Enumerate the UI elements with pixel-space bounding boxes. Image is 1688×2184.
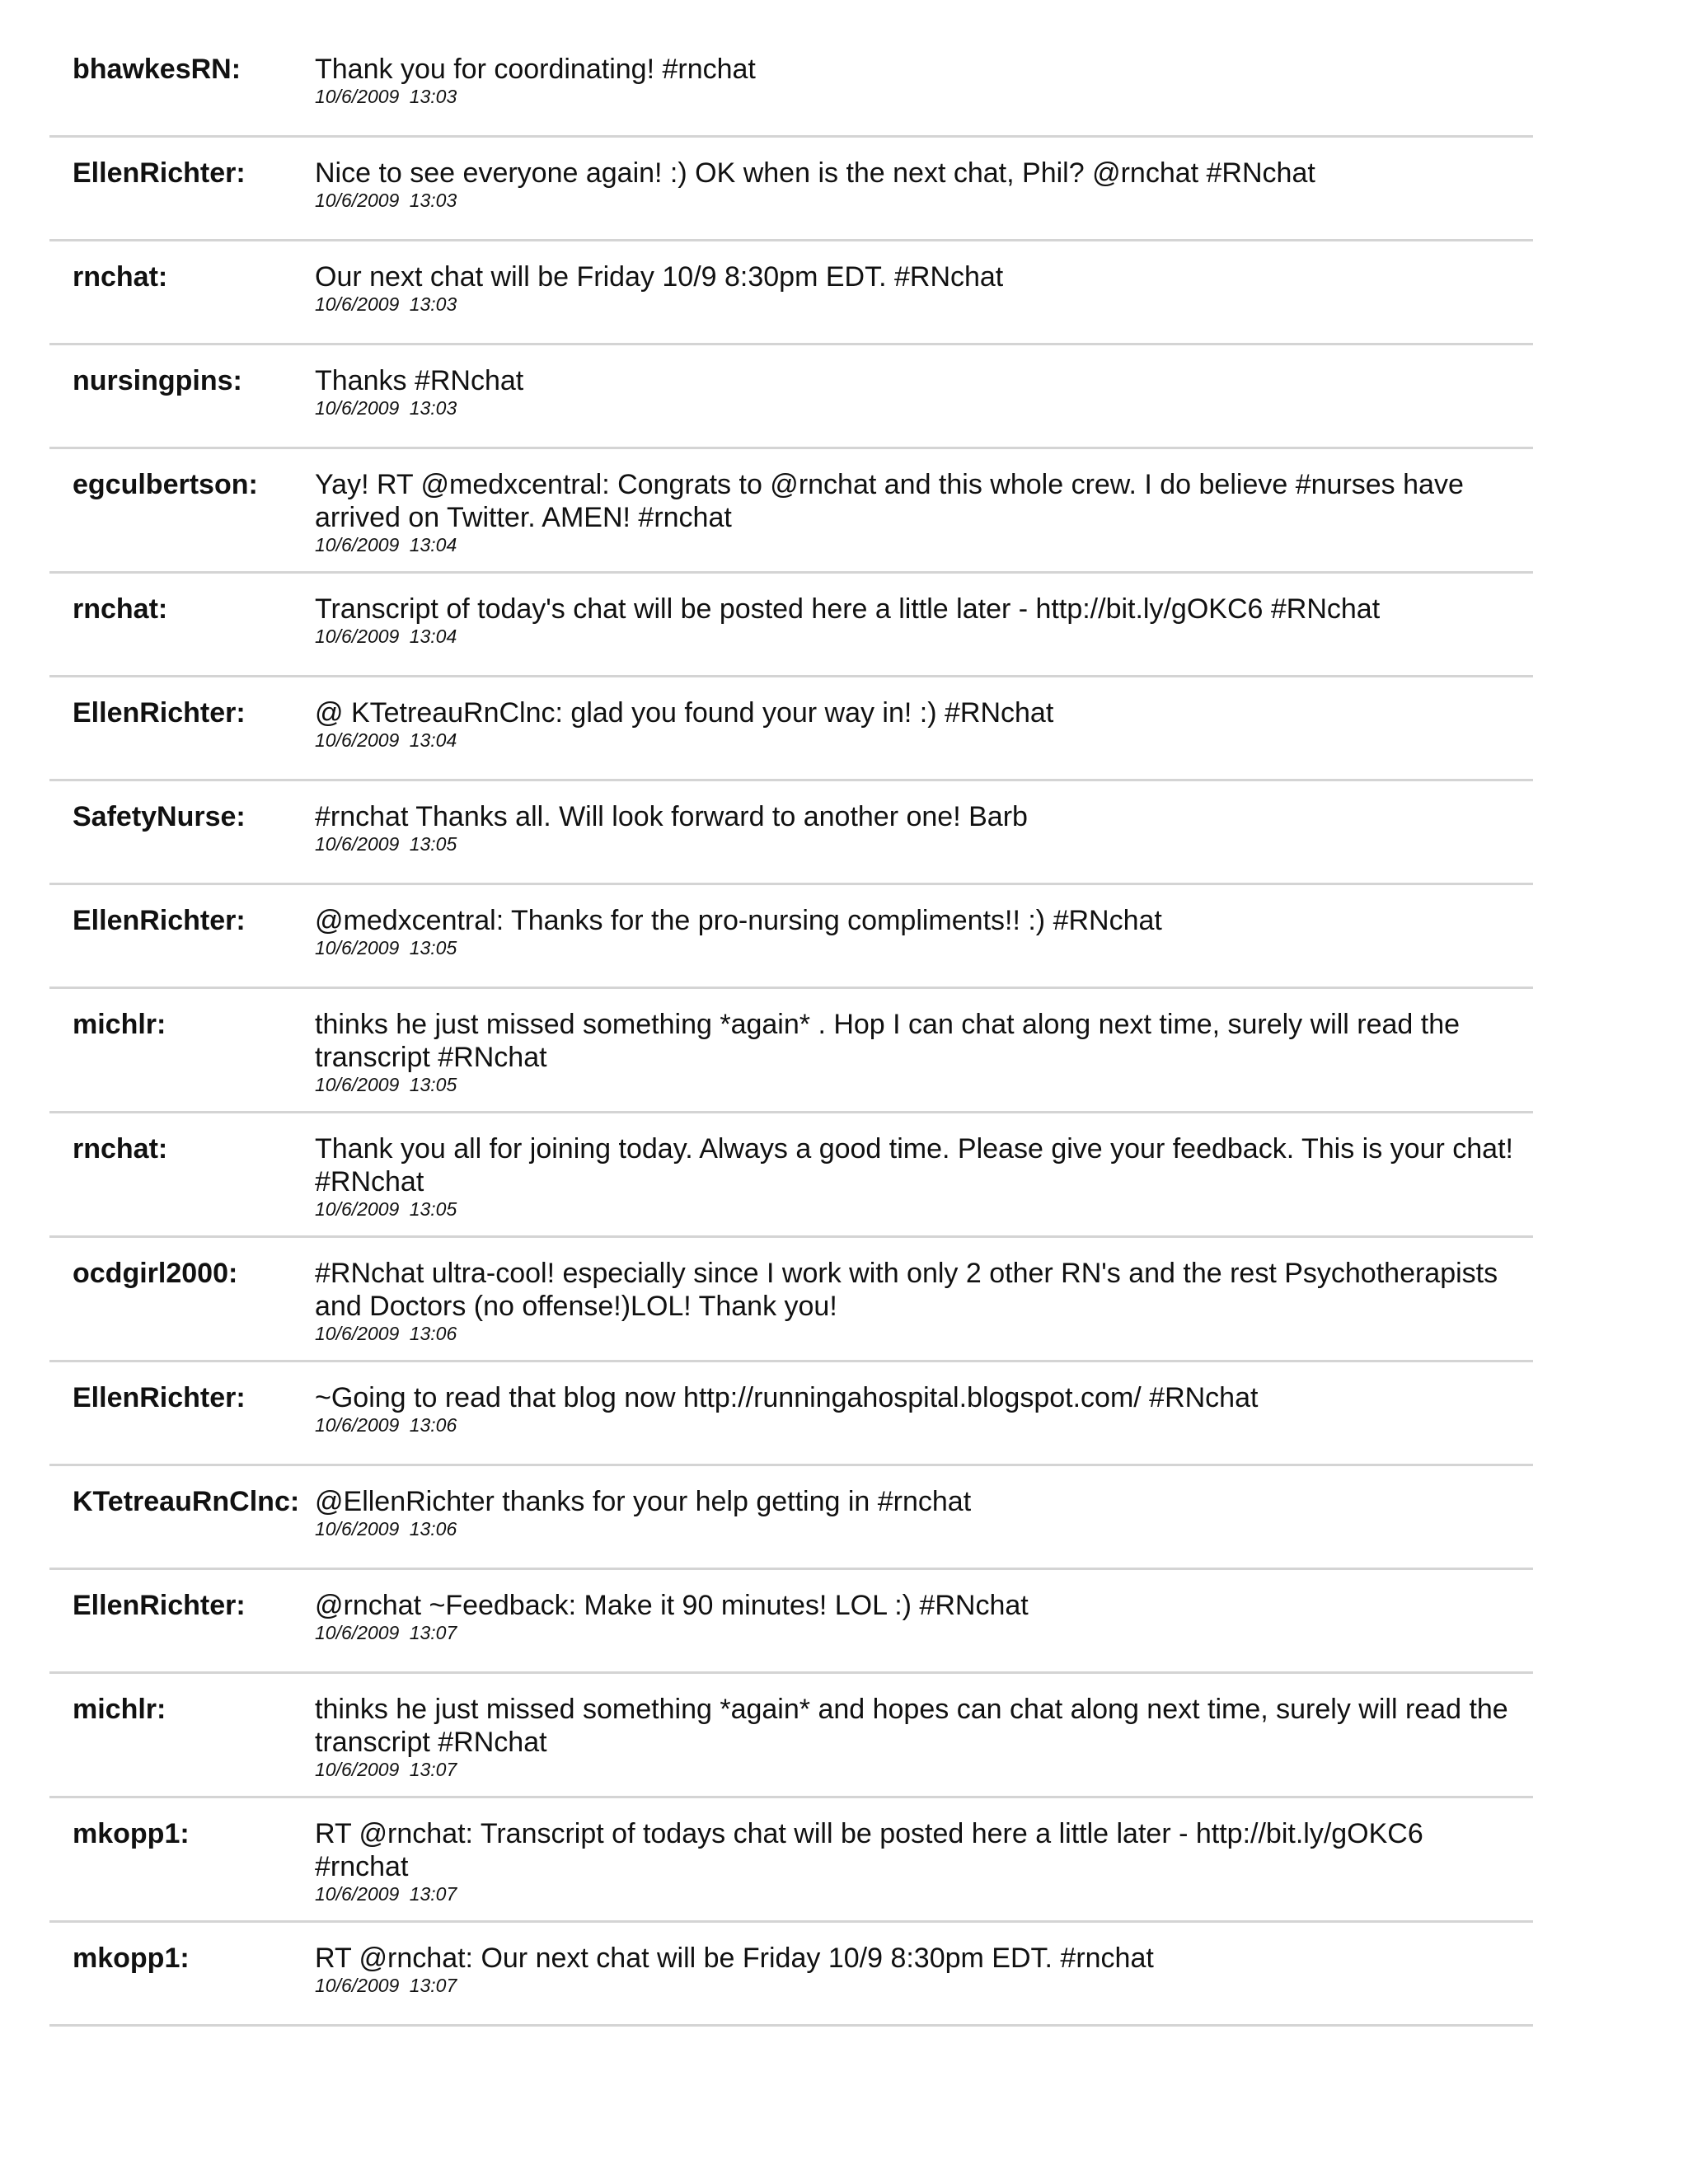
message-author: michlr:: [73, 1009, 166, 1040]
message-body: [315, 1008, 1533, 1095]
message-author: rnchat:: [73, 593, 168, 625]
message-body: [315, 696, 1533, 751]
message-row: [49, 781, 1533, 885]
message-row: [49, 677, 1533, 781]
message-row: [49, 1466, 1533, 1570]
message-body: [315, 904, 1533, 958]
message-author: EllenRichter:: [73, 697, 246, 729]
message-text: #RNchat ultra-cool! especially since I work with only 2 other RN's and the rest Psychotherapists and Doctors (no offense!)LOL! Thank you!: [315, 1258, 1498, 1322]
message-author: bhawkesRN:: [73, 54, 241, 85]
message-timestamp: 10/6/2009 13:04: [315, 729, 457, 751]
message-author: rnchat:: [73, 261, 168, 293]
message-body: [315, 1817, 1533, 1905]
message-row: [49, 33, 1533, 138]
message-author: SafetyNurse:: [73, 801, 246, 832]
message-row: [49, 1798, 1533, 1923]
message-body: [315, 1381, 1533, 1436]
message-timestamp: 10/6/2009 13:03: [315, 293, 457, 315]
message-author: EllenRichter:: [73, 1382, 246, 1413]
message-timestamp: 10/6/2009 13:03: [315, 86, 457, 107]
message-text: ~Going to read that blog now http://runningahospital.blogspot.com/ #RNchat: [315, 1382, 1259, 1413]
message-timestamp: 10/6/2009 13:05: [315, 1074, 457, 1095]
message-body: [315, 468, 1533, 555]
message-row: [49, 1362, 1533, 1466]
message-body: [315, 593, 1533, 647]
message-text: Yay! RT @medxcentral: Congrats to @rnchat and this whole crew. I do believe #nurses have arrived on Twitter. AMEN! #rnchat: [315, 469, 1464, 533]
message-body: [315, 1257, 1533, 1344]
message-text: @medxcentral: Thanks for the pro-nursing compliments!! :) #RNchat: [315, 905, 1162, 936]
message-author: KTetreauRnClnc:: [73, 1486, 300, 1517]
message-text: Nice to see everyone again! :) OK when is the next chat, Phil? @rnchat #RNchat: [315, 157, 1315, 189]
message-text: Thanks #RNchat: [315, 365, 524, 396]
message-text: Our next chat will be Friday 10/9 8:30pm EDT. #RNchat: [315, 261, 1004, 293]
message-text: #rnchat Thanks all. Will look forward to another one! Barb: [315, 801, 1028, 832]
message-row: [49, 1238, 1533, 1362]
message-body: [315, 1589, 1533, 1643]
message-row: [49, 1674, 1533, 1798]
message-author: michlr:: [73, 1694, 166, 1725]
message-body: [315, 800, 1533, 855]
message-timestamp: 10/6/2009 13:05: [315, 833, 457, 855]
message-timestamp: 10/6/2009 13:07: [315, 1975, 457, 1996]
message-row: [49, 138, 1533, 241]
message-text: RT @rnchat: Our next chat will be Friday 10/9 8:30pm EDT. #rnchat: [315, 1943, 1154, 1974]
message-row: [49, 885, 1533, 989]
message-text: @rnchat ~Feedback: Make it 90 minutes! LOL :) #RNchat: [315, 1590, 1029, 1621]
message-timestamp: 10/6/2009 13:05: [315, 1198, 457, 1220]
message-text: @EllenRichter thanks for your help getting in #rnchat: [315, 1486, 972, 1517]
message-row: [49, 1570, 1533, 1674]
message-row: [49, 1923, 1533, 2027]
message-text: thinks he just missed something *again* and hopes can chat along next time, surely will read the transcript #RNchat: [315, 1694, 1508, 1758]
message-text: @ KTetreauRnClnc: glad you found your way in! :) #RNchat: [315, 697, 1054, 729]
message-text: thinks he just missed something *again* . Hop I can chat along next time, surely will read the transcript #RNchat: [315, 1009, 1461, 1073]
message-timestamp: 10/6/2009 13:06: [315, 1414, 457, 1436]
message-row: [49, 989, 1533, 1113]
message-row: [49, 1113, 1533, 1238]
message-timestamp: 10/6/2009 13:06: [315, 1323, 457, 1344]
message-text: RT @rnchat: Transcript of todays chat will be posted here a little later - http://bit.ly/gOKC6 #rnchat: [315, 1818, 1423, 1882]
message-author: egculbertson:: [73, 469, 258, 500]
message-body: [315, 1942, 1533, 1996]
message-body: [315, 1132, 1533, 1220]
message-body: [315, 1485, 1533, 1540]
message-row: [49, 449, 1533, 574]
message-timestamp: 10/6/2009 13:03: [315, 397, 457, 419]
message-timestamp: 10/6/2009 13:05: [315, 937, 457, 958]
message-author: nursingpins:: [73, 365, 242, 396]
message-timestamp: 10/6/2009 13:07: [315, 1883, 457, 1905]
message-text: Thank you for coordinating! #rnchat: [315, 54, 756, 85]
message-author: ocdgirl2000:: [73, 1258, 238, 1289]
message-text: Thank you all for joining today. Always a good time. Please give your feedback. This is your chat! #RNchat: [315, 1133, 1513, 1197]
message-row: [49, 241, 1533, 345]
message-body: [315, 53, 1533, 107]
message-text: Transcript of today's chat will be posted here a little later - http://bit.ly/gOKC6 #RNchat: [315, 593, 1381, 625]
message-row: [49, 574, 1533, 677]
message-author: mkopp1:: [73, 1818, 190, 1849]
message-author: rnchat:: [73, 1133, 168, 1165]
message-timestamp: 10/6/2009 13:04: [315, 534, 457, 555]
message-body: [315, 364, 1533, 419]
chat-transcript: [49, 33, 1533, 2027]
message-timestamp: 10/6/2009 13:07: [315, 1622, 457, 1643]
message-body: [315, 157, 1533, 211]
message-timestamp: 10/6/2009 13:04: [315, 626, 457, 647]
message-author: EllenRichter:: [73, 157, 246, 189]
message-timestamp: 10/6/2009 13:06: [315, 1518, 457, 1540]
message-body: [315, 260, 1533, 315]
message-timestamp: 10/6/2009 13:03: [315, 190, 457, 211]
message-author: mkopp1:: [73, 1943, 190, 1974]
message-row: [49, 345, 1533, 449]
message-author: EllenRichter:: [73, 1590, 246, 1621]
message-body: [315, 1693, 1533, 1780]
message-author: EllenRichter:: [73, 905, 246, 936]
message-timestamp: 10/6/2009 13:07: [315, 1759, 457, 1780]
